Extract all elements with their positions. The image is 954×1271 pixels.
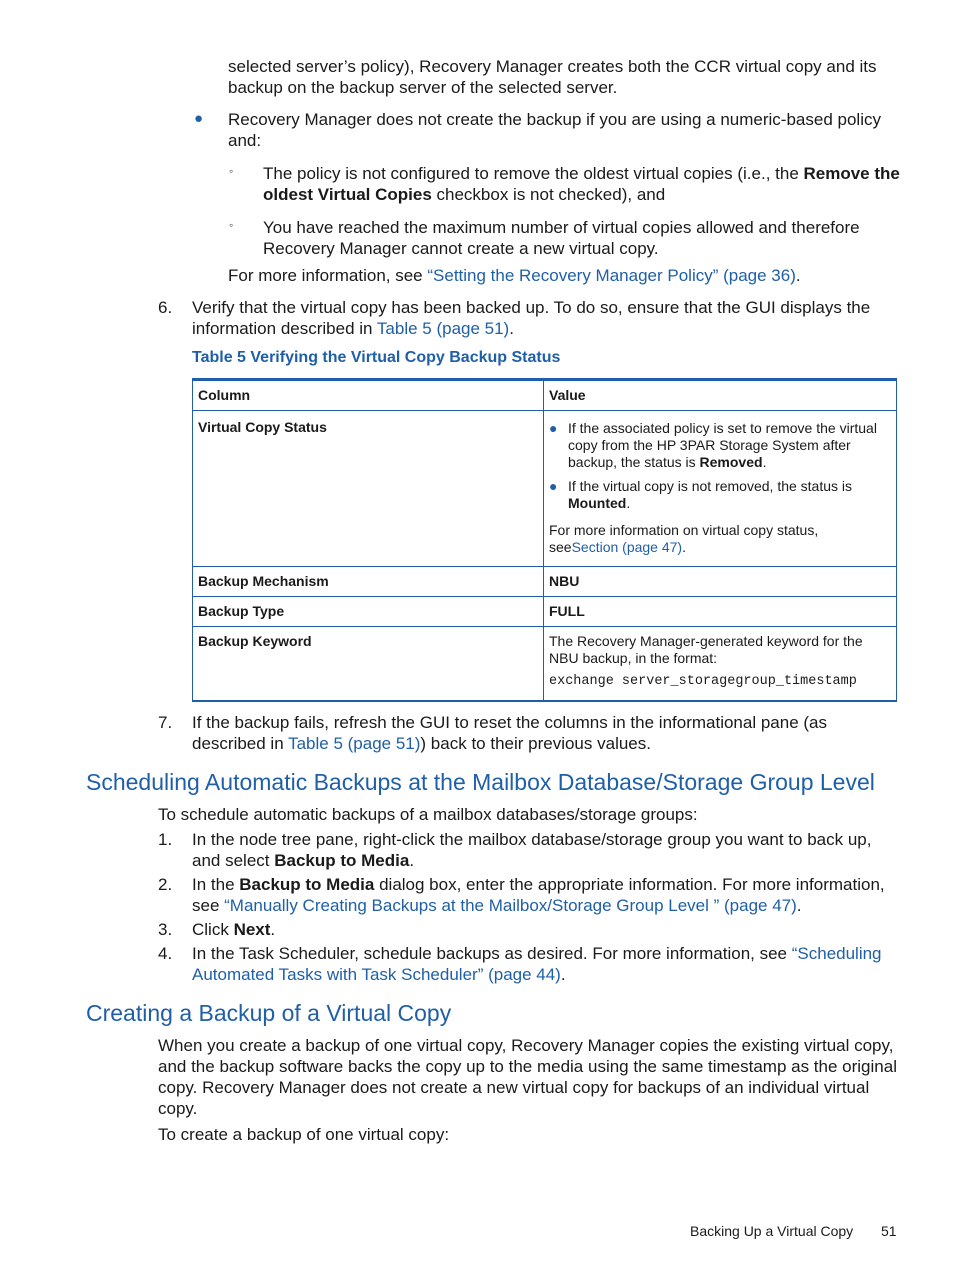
column-header: Column xyxy=(193,380,544,411)
status-more-text: For more information on virtual copy status, see xyxy=(549,522,819,555)
section1-intro: To schedule automatic backups of a mailbox databases/storage groups: xyxy=(158,805,698,824)
status-more-info xyxy=(549,522,891,556)
more-info-line xyxy=(228,265,898,286)
list-item xyxy=(549,420,891,471)
step-number: 3. xyxy=(158,920,173,939)
mounted-text: If the virtual copy is not removed, the status is xyxy=(568,478,853,494)
removed-bold: Removed xyxy=(699,454,763,470)
backup-status-table xyxy=(192,378,897,702)
sched-step2-text: In the xyxy=(192,875,240,894)
bullet-dot: ● xyxy=(549,420,558,436)
status-more-end: . xyxy=(682,539,686,555)
mounted-end: . xyxy=(626,495,631,511)
sched-step3-bold: Next xyxy=(233,920,271,939)
step-number: 1. xyxy=(158,830,173,849)
table5-link[interactable]: Table 5 (page 51) xyxy=(288,734,421,753)
more-info-end: . xyxy=(795,266,801,285)
intro-continuation: selected server’s policy), Recovery Manager creates both the CCR virtual copy and its backup on the backup server of the selected server. xyxy=(228,57,877,97)
step-6-text xyxy=(192,297,892,339)
row-value: FULL xyxy=(544,597,897,627)
sub-bullet-marker: ◦ xyxy=(229,218,234,232)
sched-step4-end: . xyxy=(560,965,566,984)
sub1-text: The policy is not configured to remove the oldest virtual copies (i.e., the xyxy=(263,164,804,183)
list-item xyxy=(549,478,891,512)
step6-end: . xyxy=(509,319,514,338)
row-label: Virtual Copy Status xyxy=(193,411,544,567)
sub-bullet-marker: ◦ xyxy=(229,164,234,178)
section2-lead-in: To create a backup of one virtual copy: xyxy=(158,1125,450,1144)
more-info-text: For more information, see xyxy=(228,266,428,285)
step6-text: Verify that the virtual copy has been backed up. To do so, ensure that the GUI displays the information described in xyxy=(192,298,871,338)
table5-link[interactable]: Table 5 (page 51) xyxy=(376,319,510,338)
value-header: Value xyxy=(544,380,897,411)
sched-step2-mid: dialog box, enter the appropriate information. For more information, see xyxy=(192,875,885,915)
keyword-format-code: exchange server_storagegroup_timestamp xyxy=(549,674,857,689)
sched-step1-bold: Backup to Media xyxy=(274,851,410,870)
sched-step-1 xyxy=(192,829,897,871)
row-value xyxy=(544,411,897,567)
row-label: Backup Mechanism xyxy=(193,567,544,597)
manual-backups-link[interactable]: “Manually Creating Backups at the Mailbox/Storage Group Level ” (page 47) xyxy=(224,896,797,915)
sched-step1-text: In the node tree pane, right-click the mailbox database/storage group you want to back up, and select xyxy=(192,830,872,870)
sched-step4-text: In the Task Scheduler, schedule backups as desired. For more information, see xyxy=(192,944,792,963)
mounted-bold: Mounted xyxy=(568,495,627,511)
table-row xyxy=(193,597,897,627)
sub-bullet-policy xyxy=(263,163,903,205)
section2-paragraph: When you create a backup of one virtual copy, Recovery Manager copies the existing virtual copy, and the backup software backs the copy up to the media using the same timestamp as the original copy. Recovery Manager does not create a new virtual copy for backups of an individual virtual copy. xyxy=(158,1036,897,1118)
section-link[interactable]: Section (page 47) xyxy=(571,539,683,555)
bullet-dot: ● xyxy=(549,478,558,494)
keyword-description: The Recovery Manager-generated keyword for the NBU backup, in the format: xyxy=(549,633,863,666)
step7-end: ) back to their previous values. xyxy=(420,734,651,753)
row-value xyxy=(544,627,897,702)
step-number: 2. xyxy=(158,875,173,894)
step-number: 4. xyxy=(158,944,173,963)
sched-step2-bold: Backup to Media xyxy=(239,875,375,894)
bullet-dot: ● xyxy=(194,110,204,127)
sub-bullet-max-copies: You have reached the maximum number of virtual copies allowed and therefore Recovery Manager cannot create a new virtual copy. xyxy=(263,218,860,258)
step-number: 7. xyxy=(158,713,173,732)
sched-step-3 xyxy=(192,919,897,940)
sched-step2-end: . xyxy=(796,896,802,915)
removed-end: . xyxy=(762,454,767,470)
row-label: Backup Keyword xyxy=(193,627,544,702)
step-7-text xyxy=(192,712,902,754)
footer-title: Backing Up a Virtual Copy xyxy=(690,1223,854,1239)
sched-step-4 xyxy=(192,943,897,985)
table-header-row xyxy=(193,380,897,411)
bullet-item-numeric-policy: Recovery Manager does not create the backup if you are using a numeric-based policy and: xyxy=(228,110,881,150)
step7-text: If the backup fails, refresh the GUI to reset the columns in the informational pane (as described in xyxy=(192,713,827,753)
removed-text: If the associated policy is set to remove the virtual copy from the HP 3PAR Storage System after backup, the status is xyxy=(568,420,877,470)
table-row xyxy=(193,627,897,702)
sched-step1-end: . xyxy=(409,851,415,870)
status-list xyxy=(549,420,891,512)
row-label: Backup Type xyxy=(193,597,544,627)
task-scheduler-link[interactable]: “Scheduling Automated Tasks with Task Scheduler” (page 44) xyxy=(192,944,882,984)
table-caption: Table 5 Verifying the Virtual Copy Backup Status xyxy=(192,349,561,366)
section-heading-scheduling: Scheduling Automatic Backups at the Mailbox Database/Storage Group Level xyxy=(86,769,875,795)
sub1-bold: Remove the oldest Virtual Copies xyxy=(263,164,900,204)
table-row xyxy=(193,567,897,597)
row-value: NBU xyxy=(544,567,897,597)
step-number: 6. xyxy=(158,298,173,317)
table-row xyxy=(193,411,897,567)
sub1-text-end: checkbox is not checked), and xyxy=(431,185,666,204)
sched-step3-text: Click xyxy=(192,920,234,939)
sched-step-2 xyxy=(192,874,897,916)
sched-step3-end: . xyxy=(270,920,276,939)
policy-link[interactable]: “Setting the Recovery Manager Policy” (page 36) xyxy=(427,266,796,285)
page-number: 51 xyxy=(881,1223,897,1239)
section-heading-creating-backup: Creating a Backup of a Virtual Copy xyxy=(86,1000,452,1026)
